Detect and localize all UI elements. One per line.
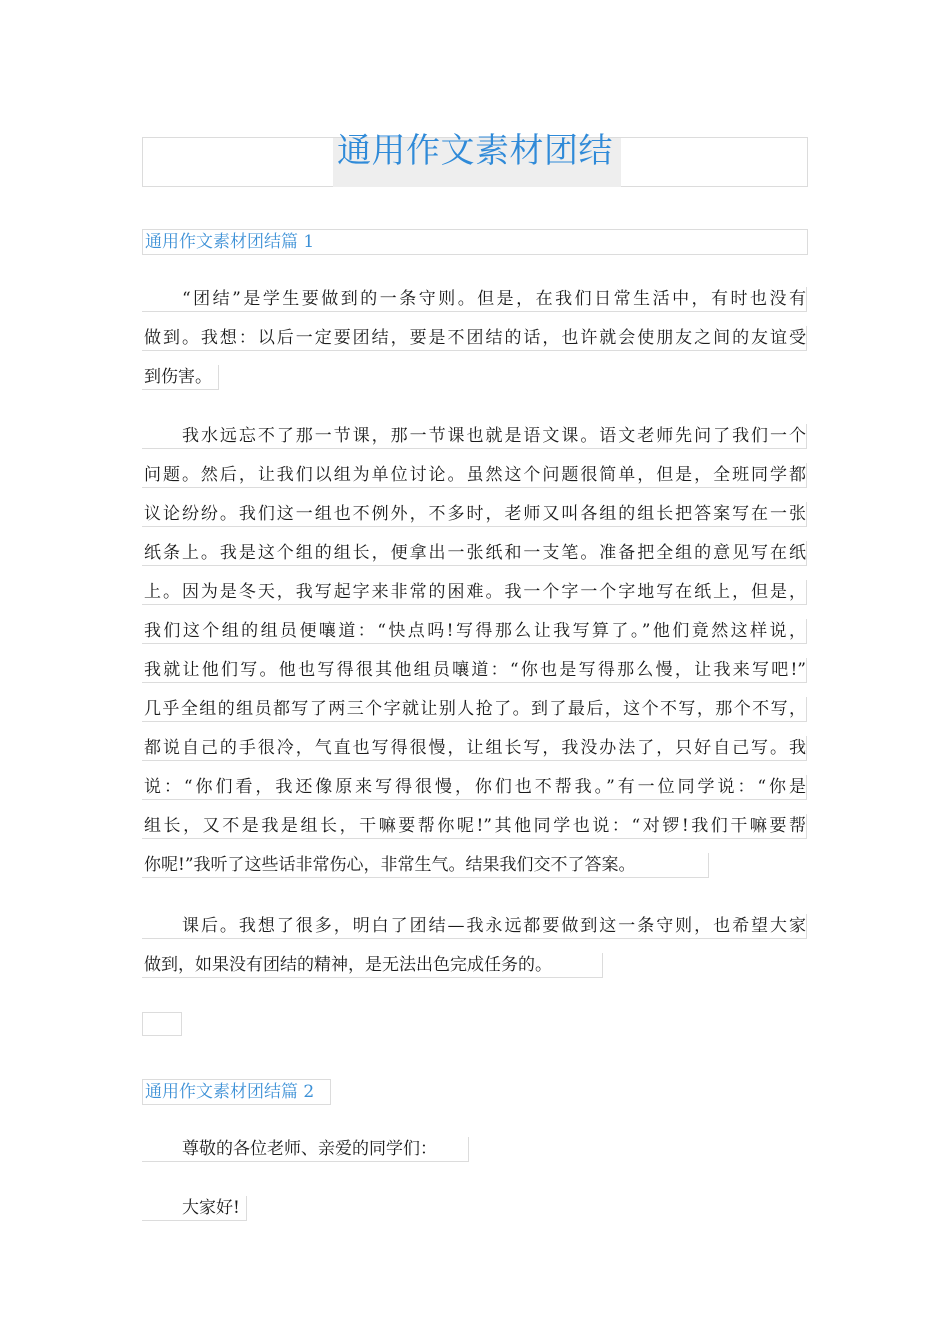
text-line: 做到，如果没有团结的精神，是无法出色完成任务的。: [142, 953, 603, 978]
text-line: 大家好!: [142, 1196, 247, 1221]
paragraph-1-1: [142, 279, 808, 396]
text-line: 我水远忘不了那一节课，那一节课也就是语文课。语文老师先问了我们一个: [142, 424, 807, 449]
paragraph-2-2: [142, 1188, 808, 1227]
text-line: 做到。我想：以后一定要团结，要是不团结的话，也许就会使朋友之间的友谊受: [142, 326, 807, 351]
text-line: 组长，又不是我是组长，干嘛要帮你呢!”其他同学也说：“对锣!我们干嘛要帮: [142, 814, 807, 839]
paragraph-1-2: [142, 416, 808, 884]
text-line: 几乎全组的组员都写了两三个字就让别人抢了。到了最后，这个不写，那个不写，: [142, 697, 807, 722]
section-heading-1: 通用作文素材团结篇 1: [142, 229, 808, 255]
document-title: 通用作文素材团结: [337, 131, 613, 171]
text-line: 到伤害。: [142, 365, 219, 390]
text-line: 我就让他们写。他也写得很其他组员嚷道：“你也是写得那么慢，让我来写吧!”: [142, 658, 807, 683]
text-line: 说：“你们看，我还像原来写得很慢，你们也不帮我。”有一位同学说：“你是: [142, 775, 807, 800]
text-line: “团结”是学生要做到的一条守则。但是，在我们日常生活中，有时也没有: [142, 287, 807, 312]
section-heading-2: 通用作文素材团结篇 2: [142, 1079, 331, 1105]
text-line: 课后。我想了很多，明白了团结—我永远都要做到这一条守则，也希望大家: [142, 914, 807, 939]
text-line: 问题。然后，让我们以组为单位讨论。虽然这个问题很简单，但是，全班同学都: [142, 463, 807, 488]
text-line: 纸条上。我是这个组的组长，便拿出一张纸和一支笔。准备把全组的意见写在纸: [142, 541, 807, 566]
paragraph-2-1: [142, 1129, 808, 1168]
text-line: 你呢!”我听了这些话非常伤心，非常生气。结果我们交不了答案。: [142, 853, 709, 878]
empty-paragraph-marker: [142, 1012, 182, 1036]
text-line: 议论纷纷。我们这一组也不例外，不多时，老师又叫各组的组长把答案写在一张: [142, 502, 807, 527]
text-line: 我们这个组的组员便嚷道：“快点吗!写得那么让我写算了。”他们竟然这样说，: [142, 619, 807, 644]
text-line: 都说自己的手很冷，气直也写得很慢，让组长写，我没办法了，只好自己写。我: [142, 736, 807, 761]
text-line: 上。因为是冬天，我写起字来非常的困难。我一个字一个字地写在纸上，但是，: [142, 580, 807, 605]
text-line: 尊敬的各位老师、亲爱的同学们：: [142, 1137, 469, 1162]
paragraph-1-3: [142, 906, 808, 984]
